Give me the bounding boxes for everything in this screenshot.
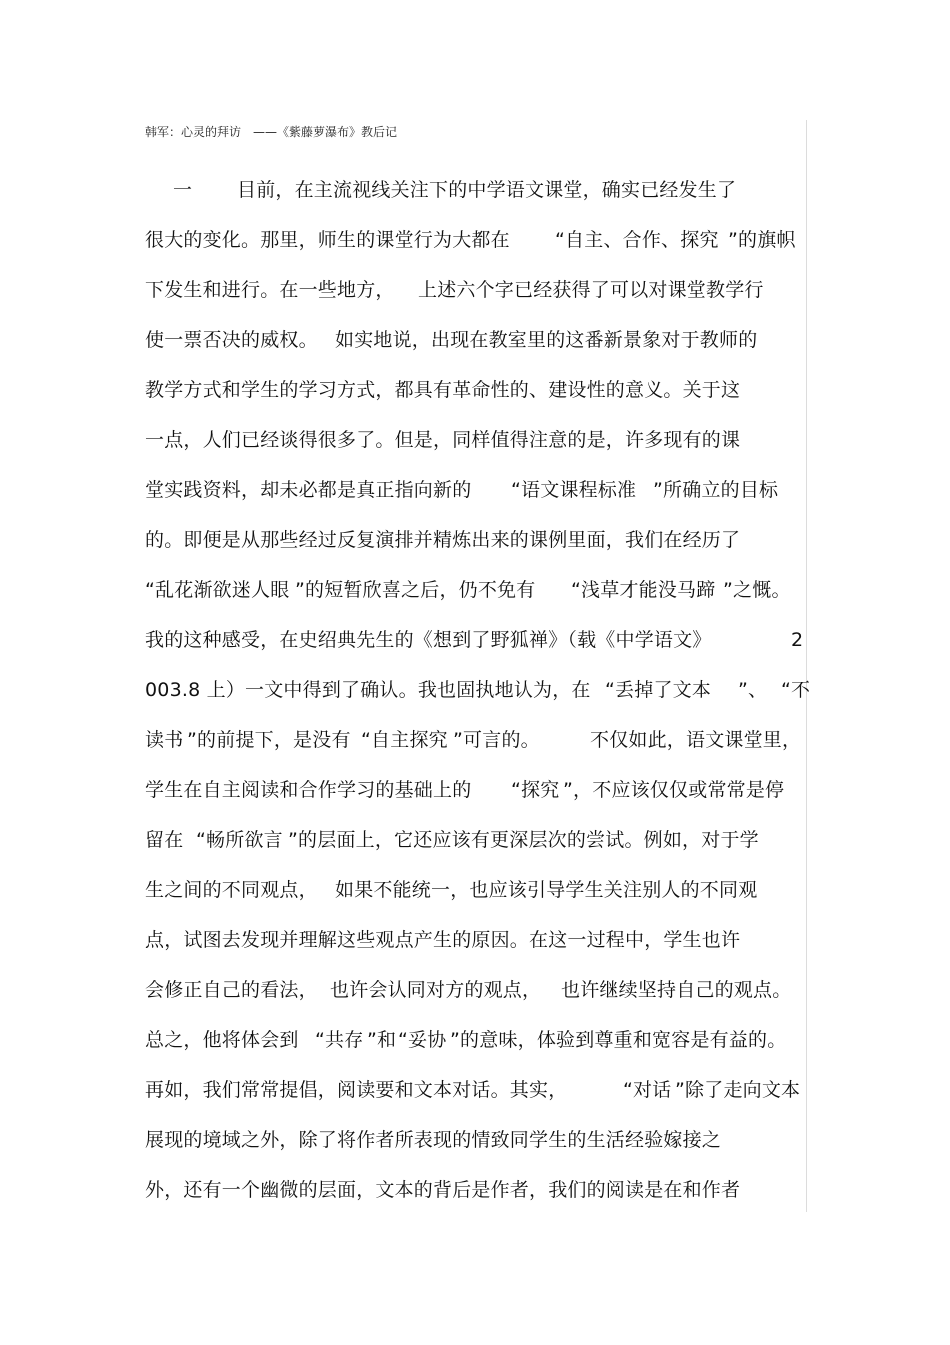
text-segment: “丢掉了文本: [605, 679, 712, 701]
text-line: [145, 622, 810, 672]
text-segment: ”、: [738, 679, 768, 701]
text-line: [145, 522, 810, 572]
text-segment: 上述六个字已经获得了可以对课堂教学行: [418, 279, 764, 301]
text-line: [145, 1172, 810, 1222]
text-segment: 点，试图去发现并理解这些观点产生的原因。在这一过程中，学生也许: [145, 929, 741, 951]
text-segment: “共存: [315, 1029, 364, 1051]
text-segment: 不仅如此，语文课堂里，: [590, 729, 802, 751]
text-segment: 下发生和进行。在一些地方，: [145, 279, 395, 301]
text-line: [145, 672, 810, 722]
text-segment: ”的旗帜: [728, 229, 796, 251]
text-segment: 如实地说，出现在教室里的这番新景象对于教师的: [335, 329, 758, 351]
text-line: [145, 572, 810, 622]
text-segment: “不: [781, 679, 811, 701]
document-header: 韩军：心灵的拜访 ——《紫藤萝瀑布》教后记: [145, 125, 398, 139]
text-segment: ”除了走向文本: [675, 1079, 801, 1101]
text-segment: “浅草才能没马蹄: [571, 579, 716, 601]
text-segment: 一: [173, 179, 193, 201]
text-segment: 如果不能统一，也应该引导学生关注别人的不同观: [335, 879, 758, 901]
text-segment: “探究: [511, 779, 560, 801]
text-line: [145, 172, 810, 222]
text-segment: 堂实践资料，却未必都是真正指向新的: [145, 479, 472, 501]
text-segment: ”的短暂欣喜之后，仍不免有: [295, 579, 536, 601]
text-segment: 留在: [145, 829, 184, 851]
text-line: [145, 1122, 810, 1172]
text-segment: “乱花渐欲迷人眼: [145, 579, 290, 601]
text-segment: 会修正自己的看法，: [145, 979, 318, 1001]
text-segment: ”的意味，体验到尊重和宽容是有益的。: [450, 1029, 787, 1051]
text-segment: 我的这种感受，在史绍典先生的《想到了野狐禅》（载《中学语文》: [145, 629, 712, 651]
text-line: [145, 372, 810, 422]
text-segment: ”和: [367, 1029, 397, 1051]
text-segment: ”的层面上，它还应该有更深层次的尝试。例如，对于学: [288, 829, 759, 851]
text-segment: ”的前提下，是没有: [187, 729, 351, 751]
text-segment: 也许会认同对方的观点，: [330, 979, 542, 1001]
text-segment: “自主、合作、探究: [555, 229, 719, 251]
text-segment: 一点，人们已经谈得很多了。但是，同样值得注意的是，许多现有的课: [145, 429, 741, 451]
text-segment: 教学方式和学生的学习方式，都具有革命性的、建设性的意义。关于这: [145, 379, 741, 401]
text-segment: ”可言的。: [453, 729, 540, 751]
text-segment: “妥协: [398, 1029, 447, 1051]
text-segment: 的。即便是从那些经过反复演排并精炼出来的课例里面，我们在经历了: [145, 529, 741, 551]
text-segment: ”所确立的目标: [653, 479, 779, 501]
text-line: [145, 1022, 810, 1072]
text-segment: 003.8 上）一文中得到了确认。我也固执地认为，在: [145, 679, 591, 701]
text-segment: ”，不应该仅仅或常常是停: [563, 779, 785, 801]
text-segment: 外，还有一个幽微的层面，文本的背后是作者，我们的阅读是在和作者: [145, 1179, 741, 1201]
text-segment: 学生在自主阅读和合作学习的基础上的: [145, 779, 472, 801]
text-line: [145, 922, 810, 972]
text-line: [145, 822, 810, 872]
text-line: [145, 722, 810, 772]
body-text: [145, 172, 810, 1222]
text-segment: 也许继续坚持自己的观点。: [561, 979, 792, 1001]
text-segment: 2: [791, 629, 804, 651]
text-segment: “自主探究: [361, 729, 448, 751]
text-line: [145, 972, 810, 1022]
text-segment: “对话: [623, 1079, 672, 1101]
text-segment: “畅所欲言: [196, 829, 283, 851]
text-segment: 生之间的不同观点，: [145, 879, 318, 901]
text-segment: 读书: [145, 729, 184, 751]
text-line: [145, 1072, 810, 1122]
text-segment: 展现的境域之外，除了将作者所表现的情致同学生的生活经验嫁接之: [145, 1129, 722, 1151]
text-segment: “语文课程标准: [511, 479, 637, 501]
text-line: [145, 472, 810, 522]
text-line: [145, 272, 810, 322]
text-line: [145, 872, 810, 922]
text-segment: 使一票否决的威权。: [145, 329, 318, 351]
text-segment: 再如，我们常常提倡，阅读要和文本对话。其实，: [145, 1079, 568, 1101]
text-line: [145, 322, 810, 372]
text-segment: ”之慨。: [723, 579, 791, 601]
text-line: [145, 772, 810, 822]
text-segment: 目前，在主流视线关注下的中学语文课堂，确实已经发生了: [237, 179, 737, 201]
text-line: [145, 222, 810, 272]
text-segment: 很大的变化。那里，师生的课堂行为大都在: [145, 229, 510, 251]
text-line: [145, 422, 810, 472]
text-segment: 总之，他将体会到: [145, 1029, 299, 1051]
